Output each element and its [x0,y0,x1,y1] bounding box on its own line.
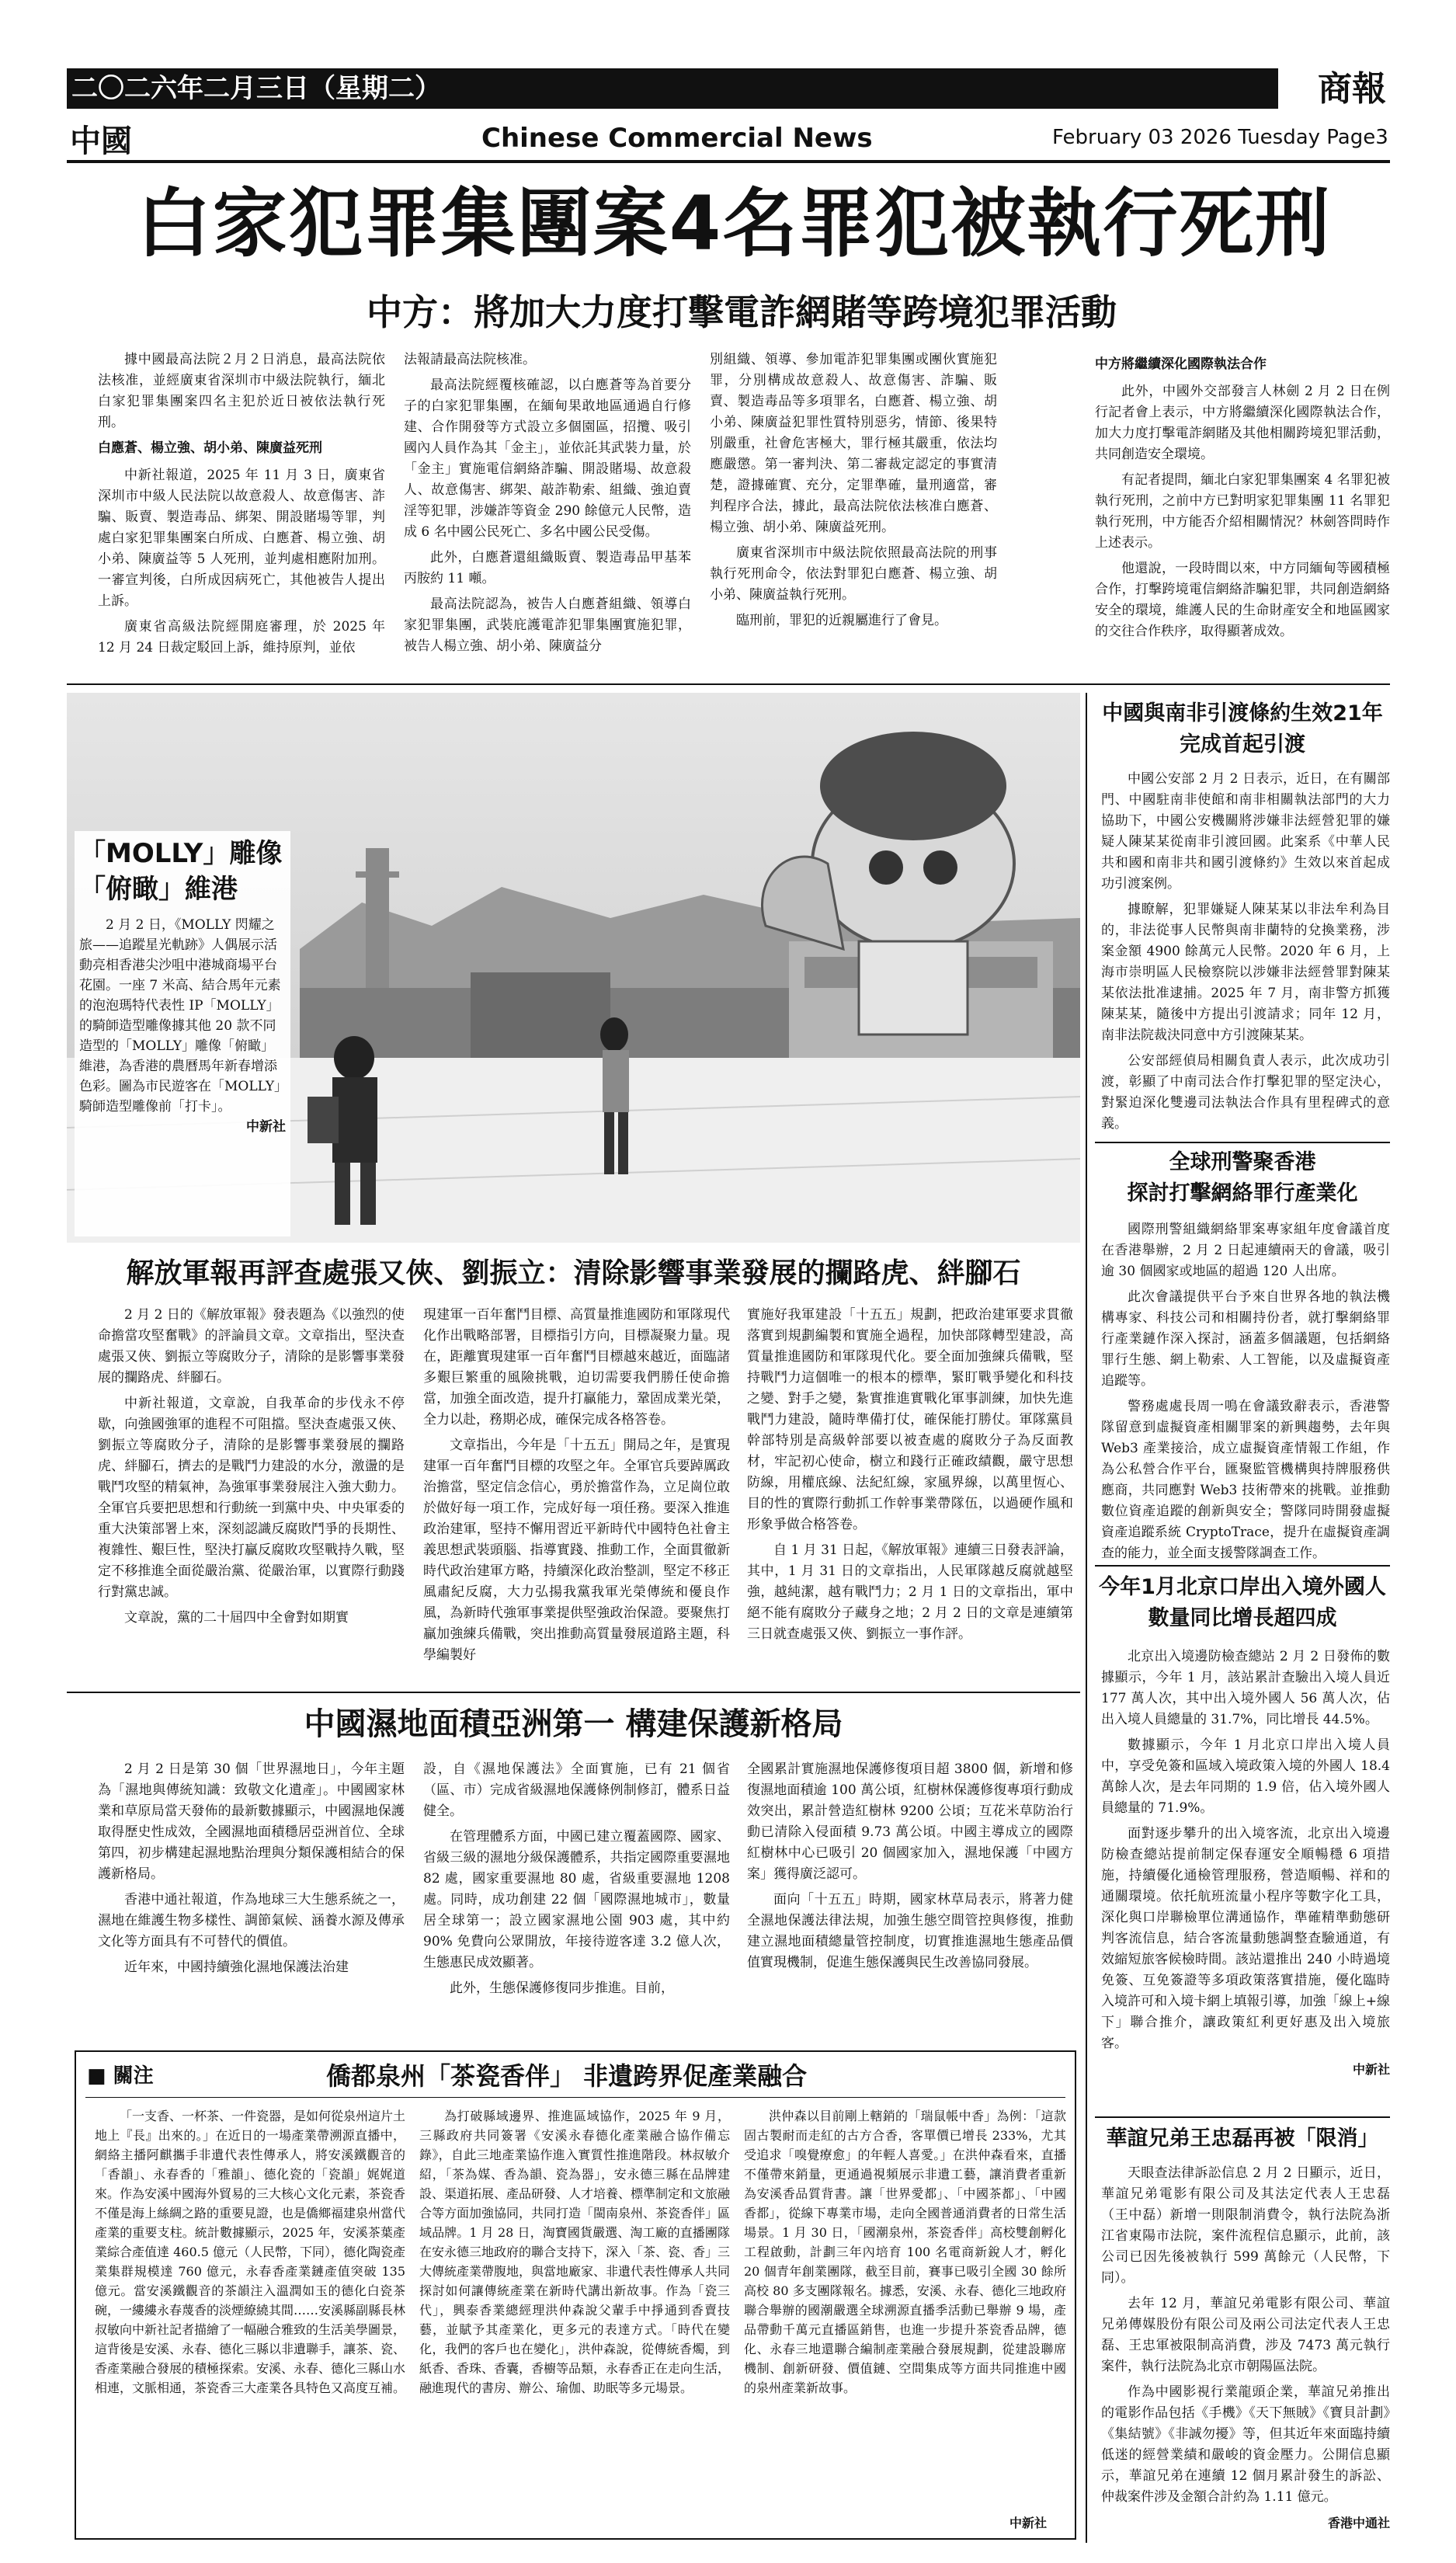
edition-line: February 03 2026 Tuesday Page3 [1052,126,1388,149]
wetland-paragraph: 2 月 2 日是第 30 個「世界濕地日」，今年主題為「濕地與傳統知識：致敬文化遺產」。中國國家林業和草原局當天發佈的最新數據顯示，中國濕地保護取得歷史性成效，全國濕地面積穩居亞洲首位、全球第四，初步構建起濕地點治理與分類保護相結合的保護新格局。 [98,1761,405,1882]
sidebar-rule [1095,1565,1390,1567]
lead-subheadline: 中方：將加大力度打擊電詐網賭等跨境犯罪活動 [367,291,1117,333]
lead-paragraph: 有記者提問，緬北白家犯罪集團案 4 名罪犯被執行死刑，之前中方已對明家犯罪集團 11 名罪犯執行死刑，中方能否介紹相關情況？林劍答問時作上述表示。 [1095,472,1390,551]
china-sa-paragraph: 公安部經偵局相關負責人表示，此次成功引渡，彰顯了中南司法合作打擊犯罪的堅定決心，對緊迫深化雙邊司法執法合作具有里程碑式的意義。 [1101,1053,1390,1132]
sidebar-divider [1086,693,1087,2543]
lead-subheading: 白應蒼、楊立強、胡小弟、陳廣益死刑 [98,440,322,456]
lead-paragraph: 最高法院認為，被告人白應蒼組織、領導白家犯罪集團，武裝庇護電詐犯罪集團實施犯罪，被告人楊立強、胡小弟、陳廣益分 [404,596,691,654]
china-sa-headline-1: 中國與南非引渡條約生效21年 [1102,701,1383,725]
photo-headline-line-1: 「MOLLY」雕像 [79,838,283,869]
china-sa-body [1101,769,1390,1138]
pla-column-2 [423,1305,730,1685]
focus-headline: 僑都泉州「茶瓷香伴」 非遺跨界促產業融合 [326,2061,808,2091]
photo-caption-box [75,831,290,1236]
china-sa-headline-2: 完成首起引渡 [1180,732,1305,756]
photo-credit: 中新社 [246,1119,286,1135]
wetland-column-2 [423,1759,730,2043]
border-paragraph: 面對逐步攀升的出入境客流，北京出入境邊防檢查總站提前制定保春運安全順暢穩 6 項措施，持續優化通檢管理服務，營造順暢、祥和的通關環境。依托航班流量小程序等數字化工具，深化與口岸聯檢單位溝通協作，準確精準動態研判客流信息，結合客流量動態調整查驗通道，有效縮短旅客候檢時間。該站還推出 240 小時過境免簽、互免簽證等多項政策落實措施，優化臨時入境許可和入境卡網上填報引導，加強「線上+線下」聯合推介，讓政策紅利更好惠及出入境旅客。 [1101,1826,1390,2051]
wetland-paragraph: 設，自《濕地保護法》全面實施，已有 21 個省（區、市）完成省級濕地保護條例制修訂，體系日益健全。 [423,1761,730,1819]
pla-paragraph: 現建軍一百年奮鬥目標、高質量推進國防和軍隊現代化作出戰略部署，目標指引方向，目標凝聚力量。現在，距離實現建軍一百年奮鬥目標越來越近，面臨諸多艱巨繁重的風險挑戰，迫切需要我們勝任使命擔當，加強全面改造，提升打贏能力，鞏固成業光榮，全力以赴，務期必成，確保完成各格答卷。 [423,1307,730,1428]
focus-paragraph: 為打破縣域邊界、推進區域協作，2025 年 9 月，三縣政府共同簽署《安溪永春德化產業融合協作備忘錄》，自此三地產業協作進入實質性推進階段。林叔敏介紹，「茶為媒、香為韻、瓷為器」，安永德三縣在品牌建設、渠道拓展、產品研發、人才培養、標準制定和文旅融合等方面加強協同，共同打造「閩南泉州、茶瓷香伴」區域品牌。1 月 28 日，淘寶國貨嚴選、淘工廠的直播團隊在安永德三地政府的聯合支持下，深入「茶、瓷、香」三大傳統產業帶腹地，與當地廠家、非遺代表性傳承人共同探討如何讓傳統產業在新時代講出新故事。作為「瓷三代」，興泰香業總經理洪仲森說父輩手中掙通到香賣技藝，並賦予其產業化，更多元的表達方式。「時代在變化，我們的客戶也在變化」，洪仲森說，從傳統香燭，到紙香、香珠、香囊，香櫥等品類，永春香正在走向生活，融進現代的書房、辦公、瑜伽、助眠等多元場景。 [419,2109,730,2395]
photo-caption: 2 月 2 日，《MOLLY 閃耀之旅——追蹤星光軌跡》人偶展示活動亮相香港尖沙咀中港城商場平台花園。一座 7 米高、結合馬年元素的泡泡瑪特代表性 IP「MOLLY」的騎師造型雕像據其他 20 款不同造型的「MOLLY」雕像「俯瞰」維港，為香港的農曆馬年新春增添色彩。圖為市民遊客在「MOLLY」騎師造型雕像前「打卡」。 [79,917,281,1115]
section-rule [67,1692,1080,1693]
photo-headline-line-2: 「俯瞰」維港 [79,874,238,905]
lead-paragraph: 廣東省深圳市中級法院依照最高法院的刑事執行死刑命令，依法對罪犯白應蒼、楊立強、胡小弟、陳廣益執行死刑。 [710,545,997,603]
lead-paragraph: 此外，中國外交部發言人林劍 2 月 2 日在例行記者會上表示，中方將繼續深化國際執法合作，加大力度打擊電詐網賭及其他相關跨境犯罪活動，共同創造安全環境。 [1095,384,1390,462]
brothers-credit: 香港中通社 [1327,2516,1390,2530]
pla-paragraph: 中新社報道，文章說，自我革命的步伐永不停歇，向強國強軍的進程不可阻擋。堅決查處張又俠、劉振立等腐敗分子，清除的是影響事業發展的攔路虎、絆腳石，擠去的是戰鬥力建設的水分，激盪的是戰鬥攻堅的精氣神，為強軍事業發展注入強大動力。全軍官兵要把思想和行動統一到黨中央、中央軍委的重大決策部署上來，深刻認識反腐敗鬥爭的長期性、複雜性、艱巨性，堅決打贏反腐敗攻堅戰持久戰，堅定不移推進全面從嚴治黨、從嚴治軍，以實際行動踐行對黨忠誠。 [98,1396,405,1600]
english-name: Chinese Commercial News [481,123,873,154]
wetland-paragraph: 全國累計實施濕地保護修復項目超 3800 個，新增和修復濕地面積逾 100 萬公頃，紅樹林保護修復專項行動成效突出，累計營造紅樹林 9200 公頃；互花米草防治行動已清除入侵面積 9.73 萬公頃。中國主導成立的國際紅樹林中心已吸引 20 個國家加入，濕地保護「中國方案」獲得廣泛認可。 [747,1761,1073,1882]
pla-paragraph: 自 1 月 31 日起，《解放軍報》連續三日發表評論，其中，1 月 31 日的文章指出，人民軍隊越反腐就越堅強，越純潔，越有戰鬥力；2 月 1 日的文章指出，軍中絕不能有腐敗分子藏身之地；2 月 2 日的文章是連續第三日就查處張又俠、劉振立一事作評。 [747,1542,1073,1642]
lead-column-4 [1095,350,1390,676]
brothers-paragraph: 天眼查法律訴訟信息 2 月 2 日顯示，近日，華誼兄弟電影有限公司及其法定代表人王忠磊（王中磊）新增一則限制消費令，執行法院為浙江省東陽市法院，案件流程信息顯示，此前，該公司已因先後被執行 599 萬餘元（人民幣，下同）。 [1101,2165,1390,2286]
focus-paragraph: 「一支香、一杯茶、一件瓷器，是如何從泉州這片土地上『長』出來的。」在近日的一場產業帶溯源直播中，網絡主播阿麒攜手非遺代表性傳承人，將安溪鐵觀音的「香韻」、永春香的「雅韻」、德化瓷的「瓷韻」娓娓道來。作為安溪中國海外貿易的三大核心文化元素，茶瓷香不僅是海上絲綢之路的重要見證，也是僑鄉福建泉州當代產業的重要支柱。統計數據顯示，2025 年，安溪茶葉產業綜合產值達 460.5 億元（人民幣，下同），德化陶瓷產業集群規模達 760 億元，永春香產業鏈產值突破 135 億元。當安溪鐵觀音的茶韻注入溫潤如玉的德化白瓷茶碗，一縷縷永春蔑香的淡煙繚繞其間……安溪縣副縣長林叔敏向中新社記者描繪了一幅融合雅致的生活美學圖景，這背後是安溪、永春、德化三縣以非遺聯手，讓茶、瓷、香產業融合發展的積極探索。安溪、永春、德化三縣山水相連，文脈相通，茶瓷香三大產業各具特色又高度互補。 [95,2109,405,2395]
focus-column-1 [95,2106,405,2530]
wetland-column-1 [98,1759,405,2043]
sidebar-rule [1095,1142,1390,1143]
border-body [1101,1647,1390,2113]
china-sa-paragraph: 中國公安部 2 月 2 日表示，近日，在有關部門、中國駐南非使館和南非相關執法部門的大力協助下，中國公安機關將涉嫌非法經營犯罪的嫌疑人陳某某從南非引渡回國。此案系《中華人民共和國和南非共和國引渡條約》生效以來首起成功引渡案例。 [1101,771,1390,892]
lead-paragraph: 此外，白應蒼還組織販賣、製造毒品甲基苯丙胺約 11 噸。 [404,550,691,586]
lead-paragraph: 他還說，一段時間以來，中方同緬甸等國積極合作，打擊跨境電信網絡詐騙犯罪，共同創造網絡安全的環境，維護人民的生命財產安全和地區國家的交往合作秩序，取得顯著成效。 [1095,561,1390,639]
pla-paragraph: 文章指出，今年是「十五五」開局之年，是實現建軍一百年奮鬥目標的攻堅之年。全軍官兵要踔厲政治擔當，堅定信念信心，勇於擔當作為，立足崗位敢於做好每一項工作，完成好每一項任務。要深入推進政治建軍，堅持不懈用習近平新時代中國特色社會主義思想武裝頭腦、指導實踐、推動工作，全面貫徹新時代政治建軍方略，持續深化政治整訓，堅定不移正風肅紀反腐，大力弘揚我黨我軍光榮傳統和優良作風，為新時代強軍事業提供堅強政治保證。要聚焦打贏加強練兵備戰，突出推動高質量發展道路主題，科學編製好 [423,1438,730,1663]
wetland-paragraph: 近年來，中國持續強化濕地保護法治建 [124,1960,349,1975]
pla-paragraph: 2 月 2 日的《解放軍報》發表題為《以強烈的使命擔當攻堅奮戰》的評論員文章。文章指出，堅決查處張又俠、劉振立等腐敗分子，清除的是影響事業發展的攔路虎、絆腳石。 [98,1307,405,1386]
lead-paragraph: 臨刑前，罪犯的近親屬進行了會見。 [736,613,947,628]
lead-paragraph: 最高法院經覆核確認，以白應蒼等為首要分子的白家犯罪集團，在緬甸果敢地區通過自行修建、合作開發等方式設立多個園區，招攬、吸引國內人員作為其「金主」，並依託其武裝力量，於「金主」實施電信網絡詐騙、開設賭場、故意殺人、故意傷害、綁架、敲詐勒索、組織、強迫賣淫等犯罪，涉嫌詐等資金 290 餘億元人民幣，造成 6 名中國公民死亡、多名中國公民受傷。 [404,377,691,540]
sidebar-rule [1095,2116,1390,2118]
focus-credit: 中新社 [1009,2516,1048,2530]
pla-column-1 [98,1305,405,1685]
brothers-body [1101,2163,1390,2544]
lead-paragraph: 別組織、領導、參加電詐犯罪集團或團伙實施犯罪，分別構成故意殺人、故意傷害、詐騙、販賣、製造毒品等多項罪名，白應蒼、楊立強、胡小弟、陳廣益犯罪性質特別惡劣，情節、後果特別嚴重，社會危害極大，罪行極其嚴重，依法均應嚴懲。第一審判決、第二審裁定認定的事實清楚，證據確實、充分，定罪準確，量刑適當，審判程序合法，據此，最高法院依法核准白應蒼、楊立強、胡小弟、陳廣益死刑。 [710,352,997,535]
lead-column-3 [710,350,997,676]
pla-paragraph: 文章說，黨的二十屆四中全會對如期實 [124,1610,349,1626]
police-headline-2: 探討打擊網絡罪行產業化 [1127,1181,1358,1205]
brothers-paragraph: 去年 12 月，華誼兄弟電影有限公司、華誼兄弟傳媒股份有限公司及兩公司法定代表人王忠磊、王忠軍被限制高消費，涉及 7473 萬元執行案件，執行法院為北京市朝陽區法院。 [1101,2296,1390,2374]
masthead-rule [67,160,1390,163]
wetland-column-3 [747,1759,1073,2043]
lead-paragraph: 廣東省高級法院經開庭審理，於 2025 年 12 月 24 日裁定駁回上訴，維持原判，並依 [98,619,385,656]
border-paragraph: 數據顯示，今年 1 月北京口岸出入境人員中，享受免簽和區域入境政策入境的外國人 18.4 萬餘人次，是去年同期的 1.9 倍，佔入境外國人員總量的 71.9%。 [1101,1737,1390,1816]
wetland-paragraph: 在管理體系方面，中國已建立覆蓋國際、國家、省級三級的濕地分級保護體系，共指定國際重要濕地 82 處，國家重要濕地 80 處，省級重要濕地 1208 處。同時，成功創建 22 個「國際濕地城市」，數量居全球第一；設立國家濕地公園 903 處，其中約 90% 免費向公眾開放，年接待遊客達 3.2 億人次，生態惠民成效顯著。 [423,1829,730,1970]
brothers-headline: 華誼兄弟王忠磊再被「限消」 [1106,2127,1379,2151]
wetland-headline: 中國濕地面積亞洲第一 構建保護新格局 [304,1706,843,1742]
wetland-paragraph: 香港中通社報道，作為地球三大生態系統之一，濕地在維護生物多樣性、調節氣候、涵養水源及傳承文化等方面具有不可替代的價值。 [98,1892,405,1949]
lead-subheading: 中方將繼續深化國際執法合作 [1095,356,1267,372]
lead-column-2 [404,350,691,676]
police-paragraph: 警務處處長周一鳴在會議致辭表示，香港警隊留意到虛擬資產相關罪案的新興趨勢，去年與 Web3 產業接洽，成立虛擬資產情報工作組，作為公私營合作平台，匯聚監管機構與持牌服務供應商，共同應對 Web3 技術帶來的挑戰。並推動數位資產追蹤的創新與安全；警隊同時開發虛擬資產追蹤系統 CryptoTrace，提升在虛擬資產調查的能力，並全面支援警隊調查工作。 [1101,1399,1390,1561]
lead-bottom-rule [67,683,1390,685]
focus-rule [85,2097,1065,2098]
border-headline-1: 今年1月北京口岸出入境外國人 [1099,1575,1386,1599]
border-headline-2: 數量同比增長超四成 [1148,1606,1337,1630]
focus-label: ■ 關注 [87,2064,154,2088]
police-headline-1: 全球刑警聚香港 [1169,1150,1316,1174]
pla-paragraph: 實施好我軍建設「十五五」規劃，把政治建軍要求貫徹落實到規劃編製和實施全過程，加快部隊轉型建設，高質量推進國防和軍隊現代化。要全面加強練兵備戰，堅持戰鬥力這個唯一的根本的標準，緊盯戰爭變化和科技之變、對手之變，紮實推進實戰化軍事訓練，加快先進戰鬥力建設，隨時準備打仗，確保能打勝仗。軍隊黨員幹部特別是高級幹部要以被查處的腐敗分子為反面教材，牢記初心使命，樹立和踐行正確政績觀，嚴守思想防線，用權底線、法紀紅線，家風界線，以萬里恆心、目的性的實際行動抓工作幹事業帶隊伍，以過硬作風和形象爭做合格答卷。 [747,1307,1073,1532]
lead-paragraph: 據中國最高法院２月２日消息，最高法院依法核准，並經廣東省深圳市中級法院執行，緬北白家犯罪集團案四名主犯於近日被依法執行死刑。 [98,352,385,430]
issue-date: 二〇二六年二月三日（星期二） [71,73,441,104]
police-paragraph: 此次會議提供平台予來自世界各地的執法機構專家、科技公司和相關持份者，就打擊網絡罪行產業鏈作深入探討，涵蓋多個議題，包括網絡罪行生態、網上勒索、人工智能，以及虛擬資產追蹤等。 [1101,1289,1390,1389]
wetland-paragraph: 面向「十五五」時期，國家林草局表示，將著力健全濕地保護法律法規，加強生態空間管控與修復，推動建立濕地面積總量管控制度，切實推進濕地生態產品價值實現機制，促進生態保護與民生改善協同發展。 [747,1892,1073,1970]
police-paragraph: 國際刑警組織網絡罪案專家組年度會議首度在香港舉辦，2 月 2 日起連續兩天的會議，吸引逾 30 個國家或地區的超過 120 人出席。 [1101,1222,1390,1279]
pla-headline: 解放軍報再評查處張又俠、劉振立：清除影響事業發展的攔路虎、絆腳石 [126,1257,1021,1289]
pla-column-3 [747,1305,1073,1685]
focus-paragraph: 洪仲森以目前剛上轄銷的「瑞鼠帳中香」為例：「這款固古製耐而走紅的古方合香，客單價已增長 233%，尤其受追求「嗅覺療愈」的年輕人喜愛。」在洪仲森看來，直播不僅帶來銷量，更通過視頻展示非遺工藝，讓消費者重新為安溪香品質背書。讓「世界愛都」、「中國茶都」、「中國香都」，從線下專業市場，走向全國普通消費者的日常生活場景。1 月 30 日，「國潮泉州，茶瓷香伴」高校雙創孵化工程啟動，計劃三年內培育 100 名電商新銳人才，孵化 20 個青年創業團隊，截至目前，賽事已吸引全國 30 餘所高校 80 多支團隊報名。據悉，安溪、永春、德化三地政府聯合舉辦的國潮嚴選全球溯源直播季活動已舉辦 9 場，產品帶動千萬元直播區銷售，也進一步提升茶瓷香品牌，德化、永春三地還聯合編制產業融合發展規劃，從建設聯席機制、創新研發、價值鏈、空間集成等方面共同推進中國的泉州產業新故事。 [744,2109,1066,2395]
section-name: 中國 [70,123,132,159]
border-paragraph: 北京出入境邊防檢查總站 2 月 2 日發佈的數據顯示，今年 1 月，該站累計查驗出入境人員近 177 萬人次，其中出入境外國人 56 萬人次，佔出入境人員總量的 31.7%，同比增長 44.5%。 [1101,1649,1390,1727]
china-sa-paragraph: 據瞭解，犯罪嫌疑人陳某某以非法牟利為目的，非法從事人民幣與南非蘭特的兌換業務，涉案金額 4900 餘萬元人民幣。2020 年 6 月，上海市崇明區人民檢察院以涉嫌非法經營罪對陳某某依法批准逮捕。2025 年 7 月，南非警方抓獲陳某某，隨後中方提出引渡請求；同年 12 月，南非法院裁決同意中方引渡陳某某。 [1101,902,1390,1043]
police-body [1101,1219,1390,1561]
focus-column-3 [744,2106,1066,2510]
lead-headline: 白家犯罪集團案4名罪犯被執行死刑 [136,180,1332,267]
lead-paragraph: 中新社報道，2025 年 11 月 3 日，廣東省深圳市中級人民法院以故意殺人、故意傷害、詐騙、販賣、製造毒品、綁架、開設賭場等罪，判處白家犯罪集團案白所成、白應蒼、楊立強、胡小弟、陳廣益等 5 人死刑，並判處相應附加刑。一審宣判後，白所成因病死亡，其他被告人提出上訴。 [98,468,385,609]
border-credit: 中新社 [1352,2062,1390,2077]
lead-paragraph: 法報請最高法院核准。 [404,352,536,367]
lead-column-1 [98,350,385,676]
paper-name: 商報 [1318,69,1386,109]
brothers-paragraph: 作為中國影視行業龍頭企業，華誼兄弟推出的電影作品包括《手機》《天下無賊》《寶貝計劃》《集結號》《非誠勿擾》等，但其近年來面臨持續低迷的經營業績和嚴峻的資金壓力。公開信息顯示，華誼兄弟在連續 12 個月累計發生的訴訟、仲裁案件涉及金額合計約為 1.11 億元。 [1101,2384,1390,2505]
focus-column-2 [419,2106,730,2530]
wetland-paragraph: 此外，生態保護修復同步推進。目前， [450,1980,674,1996]
